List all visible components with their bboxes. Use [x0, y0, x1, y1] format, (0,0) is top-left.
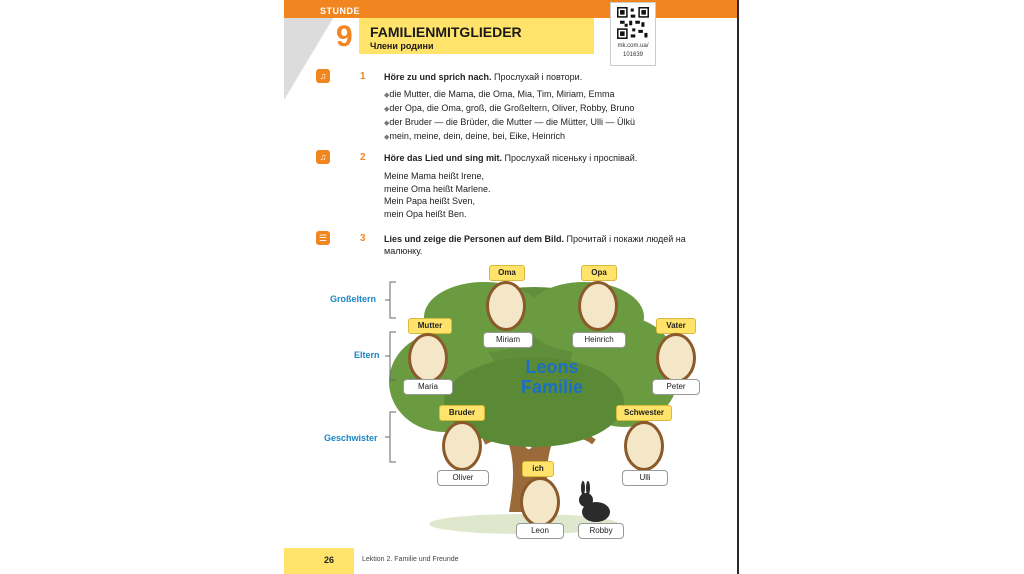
- textbook-page: [284, 0, 739, 574]
- word-row: ◆ der Opa, die Oma, groß, die Großeltern, Oliver, Robby, Bruno: [384, 102, 635, 116]
- name-label-opa: Heinrich: [572, 332, 626, 348]
- song-lyrics: [384, 170, 491, 220]
- task-2-title-rest: Прослухай пісеньку і проспівай.: [502, 153, 638, 163]
- name-label-ich: Leon: [516, 523, 564, 539]
- rabbit-icon: [579, 481, 610, 522]
- sister-portrait: [624, 421, 664, 471]
- role-tag-bruder: Bruder: [439, 405, 485, 421]
- grandfather-portrait: [578, 281, 618, 331]
- role-tag-mutter: Mutter: [408, 318, 452, 334]
- stunde-label: STUNDE: [320, 6, 361, 16]
- role-tag-oma: Oma: [489, 265, 525, 281]
- task-1-title-rest: Прослухай і повтори.: [491, 72, 583, 82]
- role-tag-schwester: Schwester: [616, 405, 672, 421]
- page-subtitle: Члени родини: [370, 41, 434, 51]
- word-row: ◆ die Mutter, die Mama, die Oma, Mia, Tim, Miriam, Emma: [384, 88, 635, 102]
- name-label-mutter: Maria: [403, 379, 453, 395]
- tree-title-line-1: Leons: [525, 357, 579, 377]
- name-label-pet: Robby: [578, 523, 624, 539]
- grandmother-portrait: [486, 281, 526, 331]
- page-number: 26: [324, 555, 335, 565]
- tree-title-line-2: Familie: [520, 377, 584, 397]
- footer-bar: [284, 548, 354, 574]
- task-1-title-bold: Höre zu und sprich nach.: [384, 72, 492, 82]
- name-label-bruder: Oliver: [437, 470, 489, 486]
- word-row: ◆ der Bruder — die Brüder, die Mutter — die Mütter, Ulli — Ülkü: [384, 116, 635, 130]
- song-line: Meine Mama heißt Irene,: [384, 171, 485, 181]
- page-title: FAMILIENMITGLIEDER: [370, 24, 522, 40]
- song-line: meine Oma heißt Marlene.: [384, 183, 491, 194]
- task-3-title: [384, 233, 714, 257]
- qr-code-box[interactable]: [610, 2, 656, 66]
- role-tag-ich: ich: [522, 461, 554, 477]
- task-3-number: 3: [360, 233, 366, 244]
- qr-code-number: 101639: [622, 52, 644, 58]
- task-1-number: 1: [360, 71, 366, 82]
- role-tag-vater: Vater: [656, 318, 696, 334]
- page-edge: [737, 0, 739, 574]
- headphones-icon[interactable]: ♫: [316, 150, 330, 164]
- qr-code-icon: [617, 7, 649, 39]
- mother-portrait: [408, 333, 448, 383]
- task-2-number: 2: [360, 152, 366, 163]
- group-label-geschwister: Geschwister: [324, 433, 378, 443]
- word-list: [384, 88, 635, 144]
- footer-text: Lektion 2. Familie und Freunde: [362, 556, 459, 563]
- group-label-grosseltern: Großeltern: [330, 294, 377, 304]
- task-3-title-rest: Прочитай і покажи людей на малюнку.: [384, 234, 686, 256]
- name-label-oma: Miriam: [483, 332, 533, 348]
- father-portrait: [656, 333, 696, 383]
- song-line: Mein Papa heißt Sven,: [384, 196, 476, 206]
- name-label-schwester: Ulli: [622, 470, 668, 486]
- leon-portrait: [520, 477, 560, 527]
- qr-site: mk.com.ua/: [617, 43, 649, 49]
- song-line: mein Opa heißt Ben.: [384, 208, 467, 219]
- book-icon: ☰: [316, 231, 330, 245]
- task-2-title-bold: Höre das Lied und sing mit.: [384, 153, 503, 163]
- role-tag-opa: Opa: [581, 265, 617, 281]
- tree-title: [507, 357, 597, 397]
- group-label-eltern: Eltern: [354, 350, 380, 360]
- lesson-number: 9: [336, 20, 353, 53]
- name-label-vater: Peter: [652, 379, 700, 395]
- task-1-title: [384, 71, 724, 83]
- task-2-title: [384, 152, 724, 164]
- headphones-icon[interactable]: ♫: [316, 69, 330, 83]
- brother-portrait: [442, 421, 482, 471]
- word-row: ◆ mein, meine, dein, deine, bei, Eike, Heinrich: [384, 130, 635, 144]
- task-3-title-bold: Lies und zeige die Personen auf dem Bild.: [384, 234, 565, 244]
